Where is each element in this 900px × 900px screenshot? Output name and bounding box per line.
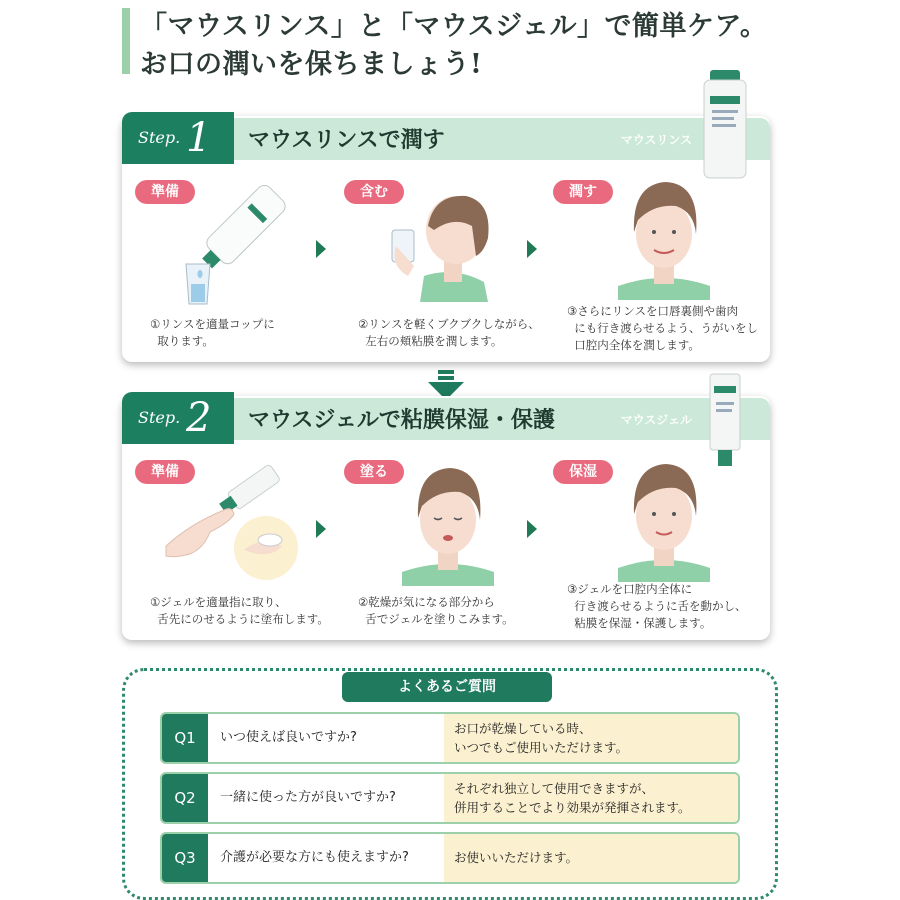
- faq-q3-question: 介護が必要な方にも使えますか?: [220, 850, 409, 865]
- faq-q2-label: Q2: [162, 774, 208, 822]
- step1-arrow-2: [527, 240, 537, 258]
- woman-moisturized-illustration: [614, 458, 714, 582]
- faq-row-q2: [160, 772, 740, 824]
- step2-tag-1: 準備: [135, 460, 195, 484]
- woman-rinsing-illustration: [384, 186, 494, 302]
- faq-q2-answer-box: [444, 774, 738, 822]
- step2-tag-3: 保湿: [553, 460, 613, 484]
- faq-q2-question: 一緒に使った方が良いですか?: [220, 790, 396, 805]
- step1-caption-3: ③さらにリンスを口唇裏側や歯肉 にも行き渡らせるよう、うがいをし 口腔内全体を潤します。: [567, 304, 758, 352]
- faq-q1-answer: お口が乾燥している時、 いつでもご使用いただけます。: [454, 721, 629, 755]
- faq-row-q1: [160, 712, 740, 764]
- step1-tag-3: 潤す: [553, 180, 613, 204]
- faq-row-q3: [160, 832, 740, 884]
- woman-smiling-illustration: [614, 176, 714, 300]
- step2-label: Step.: [138, 408, 181, 427]
- step2-title: マウスジェルで粘膜保湿・保護: [248, 408, 555, 433]
- header-accent-bar: [122, 8, 130, 74]
- step1-title: マウスリンスで潤す: [248, 128, 445, 153]
- step1-product-label: マウスリンス: [620, 133, 692, 147]
- step2-title-bar: [234, 398, 770, 440]
- header-line-2: お口の潤いを保ちましょう!: [140, 49, 483, 80]
- gel-finger-illustration: [160, 466, 300, 584]
- step2-product-label: マウスジェル: [620, 413, 692, 427]
- step1-tag-2: 含む: [344, 180, 404, 204]
- step1-caption-2: ②リンスを軽くブクブクしながら、 左右の頬粘膜を潤します。: [358, 317, 540, 348]
- rinse-pour-illustration: [176, 186, 286, 310]
- faq-q1-answer-box: [444, 714, 738, 762]
- faq-q3-label: Q3: [162, 834, 208, 882]
- gel-tube-image: [708, 374, 742, 468]
- step2-tag-2: 塗る: [344, 460, 404, 484]
- step1-tab: [122, 112, 234, 164]
- faq-q1-question: いつ使えば良いですか?: [220, 730, 357, 745]
- step2-caption-3: ③ジェルを口腔内全体に 行き渡らせるように舌を動かし、 粘膜を保湿・保護します。: [567, 582, 747, 630]
- step1-number: 1: [186, 115, 212, 161]
- step1-label: Step.: [138, 128, 181, 147]
- step2-number: 2: [186, 395, 212, 441]
- faq-q3-answer: お使いいただけます。: [454, 850, 579, 865]
- step2-tab: [122, 392, 234, 444]
- woman-applying-illustration: [398, 462, 498, 586]
- faq-q3-answer-box: [444, 834, 738, 882]
- faq-title: よくあるご質問: [342, 672, 552, 702]
- step1-caption-1: ①リンスを適量コップに 取ります。: [150, 317, 275, 348]
- step2-caption-1: ①ジェルを適量指に取り、 舌先にのせるように塗布します。: [150, 595, 329, 626]
- step2-arrow-2: [527, 520, 537, 538]
- header-line-1: 「マウスリンス」と「マウスジェル」で簡単ケア。: [140, 11, 768, 42]
- step1-tag-1: 準備: [135, 180, 195, 204]
- faq-q1-label: Q1: [162, 714, 208, 762]
- step1-arrow-1: [316, 240, 326, 258]
- step1-title-bar: [234, 118, 770, 160]
- step2-caption-2: ②乾燥が気になる部分から 舌でジェルを塗りこみます。: [358, 595, 514, 626]
- step2-arrow-1: [316, 520, 326, 538]
- rinse-bottle-image: [702, 70, 748, 180]
- faq-q2-answer: それぞれ独立して使用できますが、 併用することでより効果が発揮されます。: [454, 781, 691, 815]
